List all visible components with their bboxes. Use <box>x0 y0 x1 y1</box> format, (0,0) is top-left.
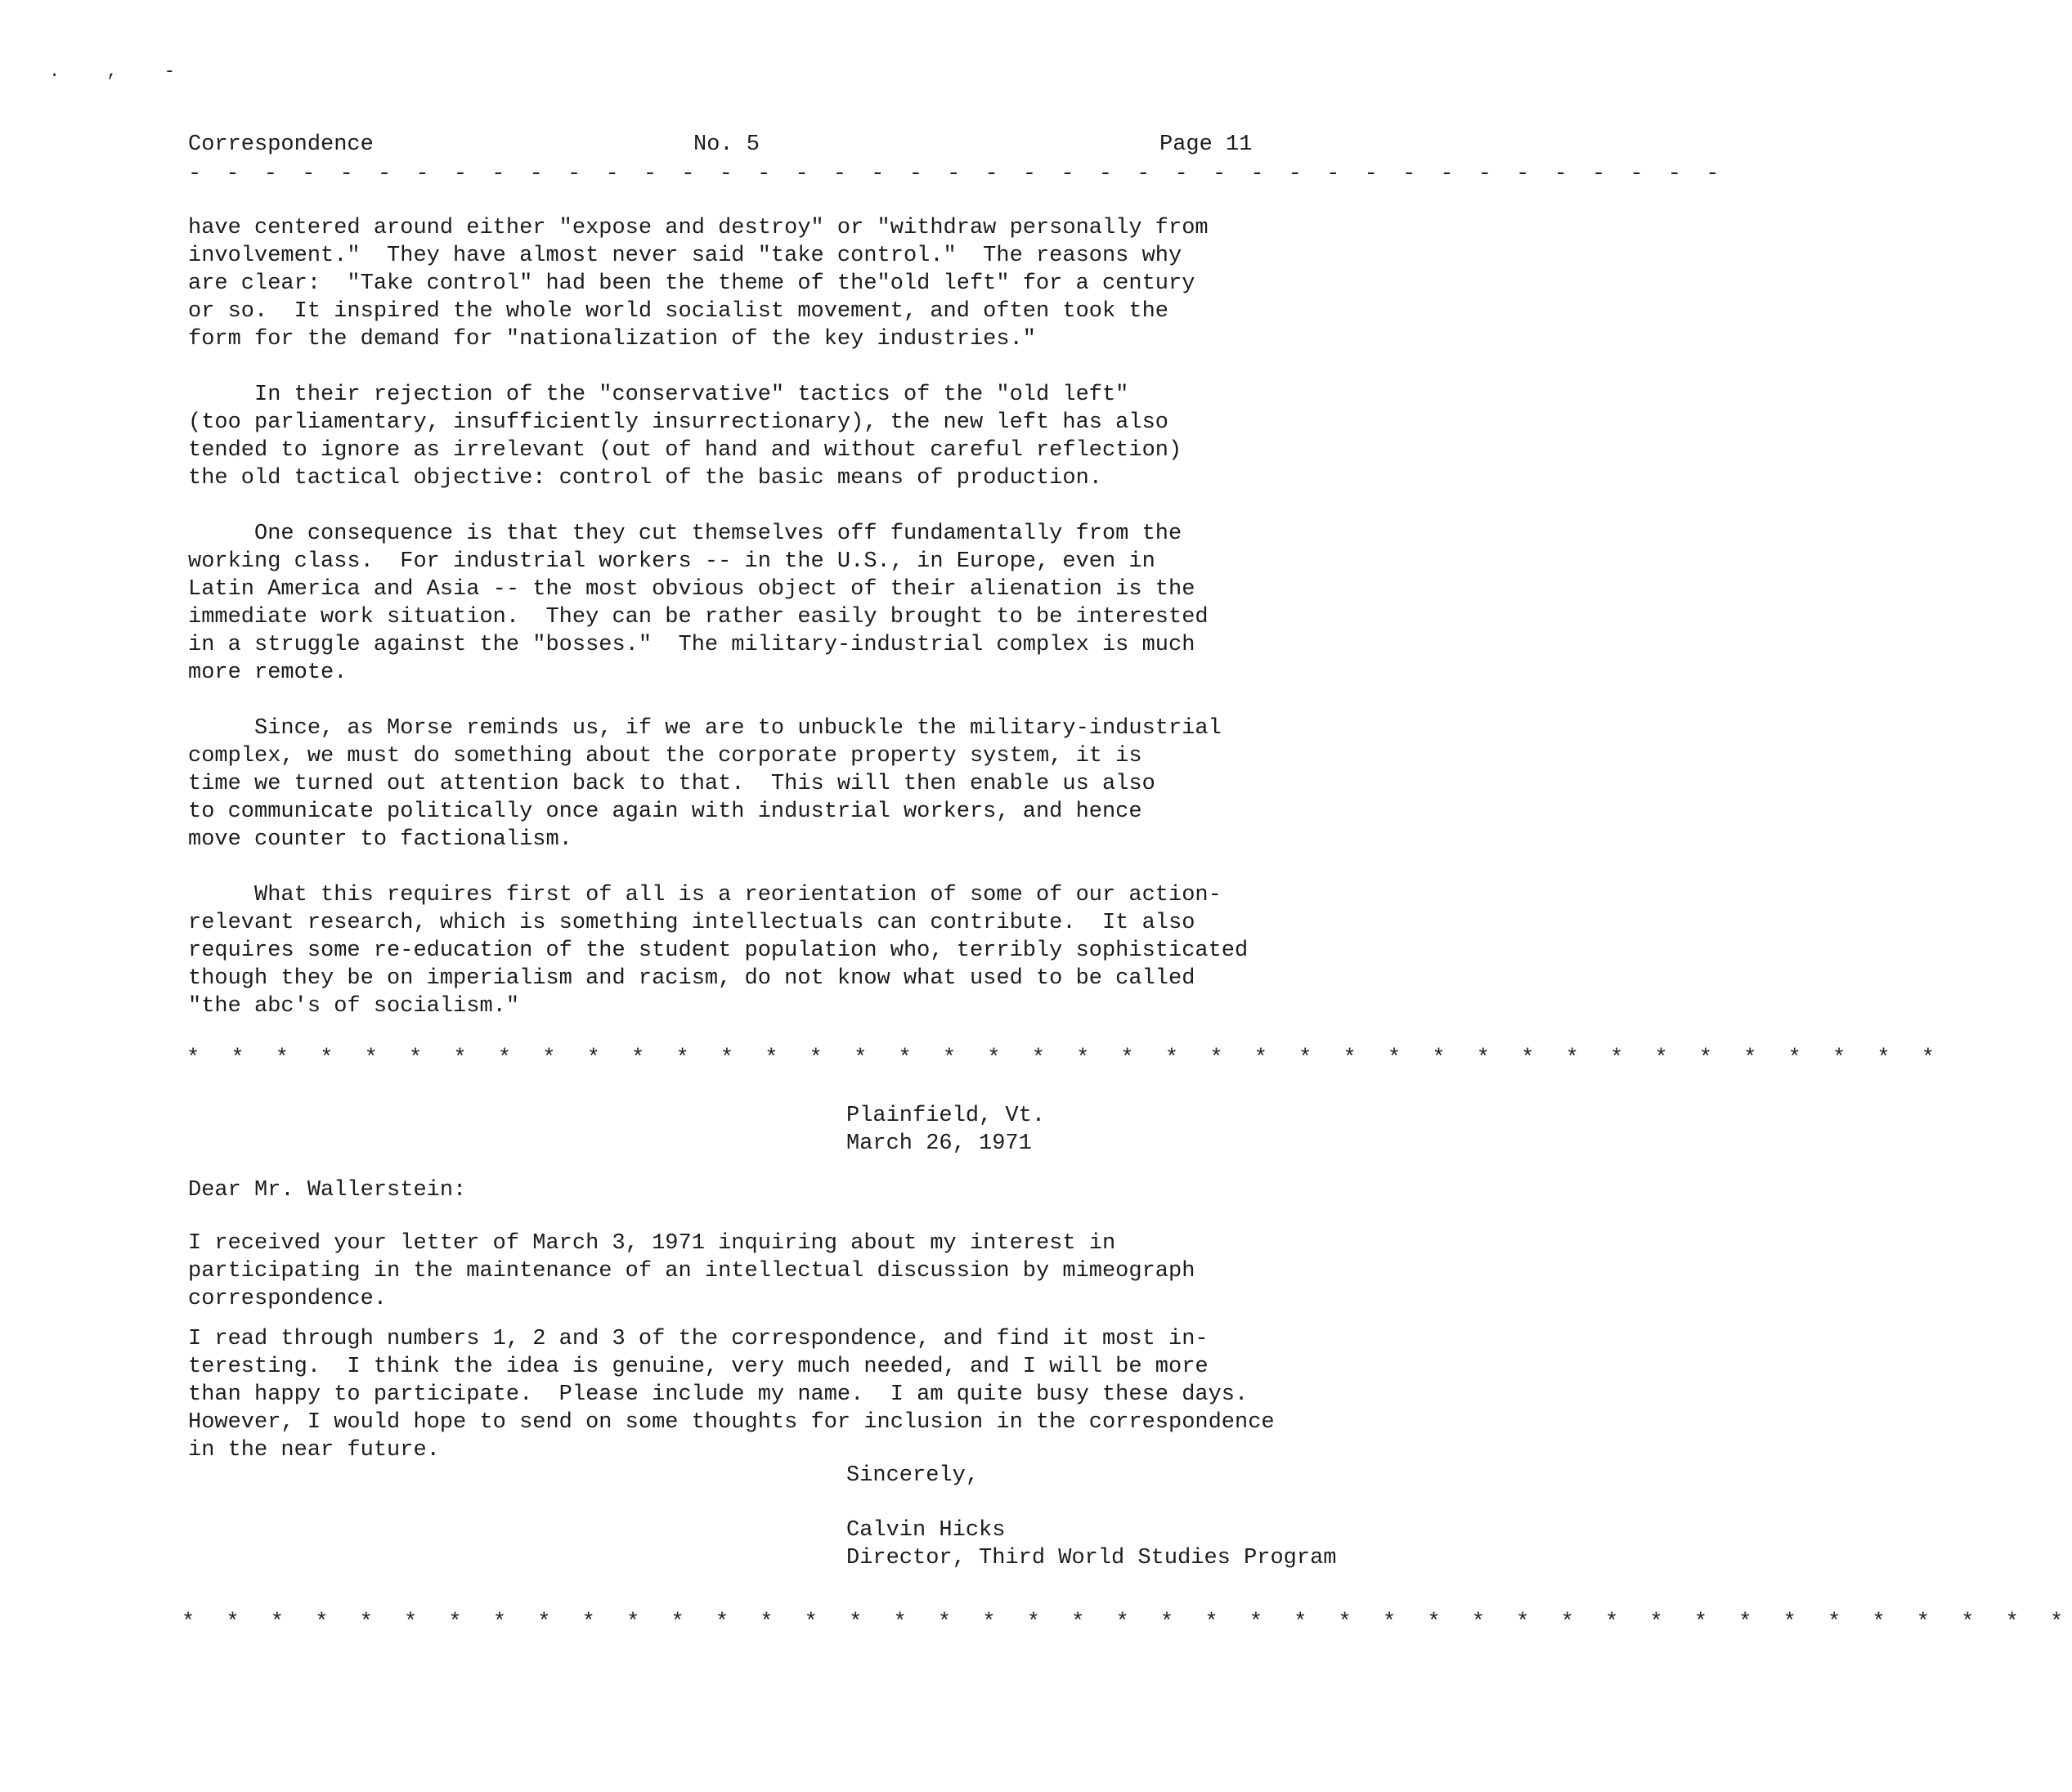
corner-marks: . , - <box>49 61 194 82</box>
header-page-number: Page 11 <box>1159 132 1253 157</box>
letter-salutation: Dear Mr. Wallerstein: <box>188 1178 467 1203</box>
section-separator: * * * * * * * * * * * * * * * * * * * * * * * * * * * * * * * * * * * * * * * * * * * <box>182 1611 2072 1635</box>
article-paragraph: What this requires first of all is a reorientation of some of our action- relevant research, which is something intellectuals can contribute. It also requires some re-education of the student population who, terribly sophisticated though they be on imperialism and racism, do not know what used to be called "the abc's of socialism." <box>188 883 1249 1019</box>
article-paragraph: In their rejection of the "conservative" tactics of the "old left" (too parliamentary, insufficiently insurrectionary), the new left has also tended to ignore as irrelevant (out of hand and without careful reflection) the old tactical objective: control of the basic means of production. <box>188 383 1182 491</box>
article-paragraph: have centered around either "expose and destroy" or "withdraw personally from involvement." They have almost never said "take control." The reasons why are clear: "Take control" had been the theme of the"old left" for a century or so. It inspired the whole world socialist movement, and often took the form for the demand for "nationalization of the key industries." <box>188 216 1209 352</box>
signer-title: Director, Third World Studies Program <box>846 1546 1337 1570</box>
header-issue-number: No. 5 <box>693 132 760 157</box>
header-rule: - - - - - - - - - - - - - - - - - - - - - - - - - - - - - - - - - - - - - - - - - <box>188 162 1725 186</box>
article-paragraph: One consequence is that they cut themselves off fundamentally from the working class. For industrial workers -- in the U.S., in Europe, even in Latin America and Asia -- the most obvious object of their alienation is the immediate work situation. They can be rather easily brought to be interested in a struggle against the "bosses." The military-industrial complex is much more remote. <box>188 522 1209 685</box>
signer-name: Calvin Hicks <box>846 1518 1006 1543</box>
letter-paragraph: I read through numbers 1, 2 and 3 of the correspondence, and find it most in- teresting. I think the idea is genuine, very much needed, and I will be more than happy to participate. Please include my name. I am quite busy these days. However, I would hope to send on some thoughts for inclusion in the correspondence in the near future. <box>188 1327 1275 1463</box>
header-title: Correspondence <box>188 132 374 157</box>
letter-paragraph: I received your letter of March 3, 1971 inquiring about my interest in participating in the maintenance of an intellectual discussion by mimeograph correspondence. <box>188 1231 1195 1311</box>
letter-closing: Sincerely, <box>846 1463 980 1488</box>
article-body <box>188 214 1349 1020</box>
section-separator: * * * * * * * * * * * * * * * * * * * * * * * * * * * * * * * * * * * * * * * * <box>186 1046 1944 1071</box>
article-paragraph: Since, as Morse reminds us, if we are to unbuckle the military-industrial complex, we must do something about the corporate property system, it is time we turned out attention back to that. This will then enable us also to communicate politically once again with industrial workers, and hence move counter to factionalism. <box>188 716 1222 852</box>
letter-date: March 26, 1971 <box>846 1131 1032 1156</box>
letter-place: Plainfield, Vt. <box>846 1104 1046 1128</box>
